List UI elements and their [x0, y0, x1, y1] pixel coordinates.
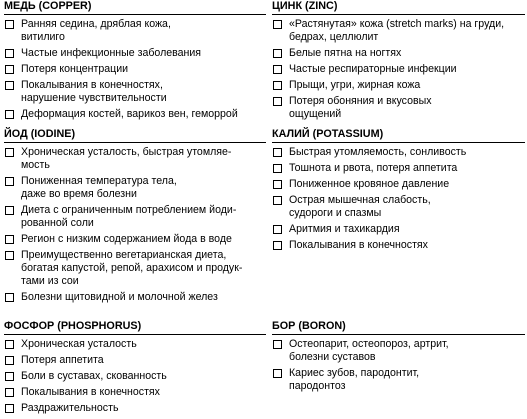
checklist-item-text: Хроническая усталость — [21, 338, 137, 350]
checklist-item-text: даже во время болезни — [21, 188, 137, 200]
checklist — [4, 146, 266, 304]
checklist-item — [4, 18, 266, 44]
checklist-item — [4, 354, 266, 367]
checkbox[interactable] — [5, 65, 14, 74]
checklist-item — [272, 194, 525, 220]
checklist-item-text: Потеря обоняния и вкусовых — [289, 95, 432, 107]
checklist-item — [272, 178, 525, 191]
checklist-item-text: Потеря аппетита — [21, 354, 104, 366]
checklist-item-text: Аритмия и тахикардия — [289, 223, 400, 235]
checklist-item — [272, 79, 525, 92]
section-iodine — [4, 128, 266, 307]
checklist-item-text: Пониженное кровяное давление — [289, 178, 450, 190]
checkbox[interactable] — [5, 388, 14, 397]
checklist-item — [4, 108, 266, 121]
checklist-item-text: нарушение чувствительности — [21, 92, 167, 104]
checklist-item — [272, 223, 525, 236]
checklist-item — [272, 338, 525, 364]
checklist-item-text: бедрах, целлюлит — [289, 31, 379, 43]
checklist-item-text: рованной соли — [21, 217, 94, 229]
checklist-item-text: мость — [21, 159, 50, 171]
checklist-item — [4, 386, 266, 399]
checkbox[interactable] — [5, 20, 14, 29]
checklist-item — [272, 63, 525, 76]
checklist-item-text: Покалывания в конечностях, — [21, 79, 163, 91]
checklist-item-text: Пониженная температура тела, — [21, 175, 177, 187]
checklist-item — [4, 204, 266, 230]
checklist-item-text: Потеря концентрации — [21, 63, 129, 75]
checkbox[interactable] — [273, 97, 282, 106]
checklist-item-text: «Растянутая» кожа (stretch marks) на груди, — [289, 18, 505, 30]
checkbox[interactable] — [5, 177, 14, 186]
checkbox[interactable] — [5, 235, 14, 244]
checklist-item-text: судороги и спазмы — [289, 207, 382, 219]
checklist-item-text: Частые инфекционные заболевания — [21, 47, 202, 59]
checklist-item — [4, 233, 266, 246]
checklist-item — [272, 47, 525, 60]
checklist-item-text: тами из сои — [21, 275, 79, 287]
checklist-item-text: Диета с ограниченным потреблением йоди- — [21, 204, 237, 216]
checklist-item-text: болезни суставов — [289, 351, 376, 363]
checkbox[interactable] — [5, 356, 14, 365]
checklist — [272, 18, 525, 121]
checkbox[interactable] — [5, 251, 14, 260]
section-potassium — [272, 128, 525, 255]
checkbox[interactable] — [273, 164, 282, 173]
checklist-item — [272, 95, 525, 121]
checkbox[interactable] — [5, 293, 14, 302]
checklist-item — [272, 162, 525, 175]
checkbox[interactable] — [5, 340, 14, 349]
checklist-item-text: Остеопарит, остеопороз, артрит, — [289, 338, 449, 350]
checklist-item — [4, 175, 266, 201]
checklist-item-text: Покалывания в конечностях — [21, 386, 160, 398]
checklist-item-text: Преимущественно вегетарианская диета, — [21, 249, 227, 261]
checklist-item-text: Хроническая усталость, быстрая утомляе- — [21, 146, 232, 158]
checkbox[interactable] — [273, 148, 282, 157]
checkbox[interactable] — [273, 49, 282, 58]
section-title: ФОСФОР (PHOSPHORUS) — [4, 320, 266, 335]
checklist-item-text: витилиго — [21, 31, 65, 43]
checklist-item-text: Белые пятна на ногтях — [289, 47, 402, 59]
checkbox[interactable] — [5, 404, 14, 413]
checkbox[interactable] — [5, 110, 14, 119]
checklist-item-text: Частые респираторные инфекции — [289, 63, 457, 75]
checklist-item — [4, 370, 266, 383]
checklist — [4, 18, 266, 121]
checkbox[interactable] — [273, 241, 282, 250]
checklist-item-text: Быстрая утомляемость, сонливость — [289, 146, 467, 158]
checkbox[interactable] — [5, 49, 14, 58]
checkbox[interactable] — [273, 20, 282, 29]
checklist — [4, 338, 266, 415]
checklist-item — [272, 18, 525, 44]
checkbox[interactable] — [273, 225, 282, 234]
checklist-item-text: Раздражительность — [21, 402, 119, 414]
checklist-item-text: Регион с низким содержанием йода в воде — [21, 233, 232, 245]
checklist-item — [4, 338, 266, 351]
section-title: БОР (BORON) — [272, 320, 525, 335]
checklist-item — [4, 79, 266, 105]
checkbox[interactable] — [273, 340, 282, 349]
section-phosphorus — [4, 320, 266, 418]
checklist-item — [4, 63, 266, 76]
checklist-item — [4, 402, 266, 415]
checklist-item-text: Прыщи, угри, жирная кожа — [289, 79, 421, 91]
checklist-item-text: ощущений — [289, 108, 342, 120]
checklist-item-text: пародонтоз — [289, 380, 346, 392]
checkbox[interactable] — [273, 65, 282, 74]
checkbox[interactable] — [273, 196, 282, 205]
checklist-item-text: Тошнота и рвота, потеря аппетита — [289, 162, 458, 174]
section-zinc — [272, 0, 525, 124]
checkbox[interactable] — [5, 372, 14, 381]
checkbox[interactable] — [5, 81, 14, 90]
section-title: ЙОД (IODINE) — [4, 128, 266, 143]
checklist-item — [4, 47, 266, 60]
checklist-item-text: Кариес зубов, пародонтит, — [289, 367, 420, 379]
checkbox[interactable] — [273, 81, 282, 90]
checklist-item-text: Болезни щитовидной и молочной желез — [21, 291, 218, 303]
checklist-item — [4, 146, 266, 172]
checklist-item-text: Боли в суставах, скованность — [21, 370, 167, 382]
checklist-item — [272, 367, 525, 393]
checklist-item — [272, 239, 525, 252]
checkbox[interactable] — [273, 369, 282, 378]
checkbox[interactable] — [5, 148, 14, 157]
section-boron — [272, 320, 525, 396]
checklist-item — [4, 291, 266, 304]
checkbox[interactable] — [5, 206, 14, 215]
checklist-item — [272, 146, 525, 159]
checkbox[interactable] — [273, 180, 282, 189]
checklist-item-text: Ранняя седина, дряблая кожа, — [21, 18, 171, 30]
checklist — [272, 338, 525, 393]
section-title: МЕДЬ (COPPER) — [4, 0, 266, 15]
checklist-item-text: Острая мышечная слабость, — [289, 194, 431, 206]
checklist-item-text: Покалывания в конечностях — [289, 239, 428, 251]
checklist-item-text: богатая капустой, репой, арахисом и продук- — [21, 262, 243, 274]
checklist — [272, 146, 525, 252]
checklist-item — [4, 249, 266, 288]
checklist-item-text: Деформация костей, варикоз вен, геморрой — [21, 108, 238, 120]
section-title: ЦИНК (ZINC) — [272, 0, 525, 15]
section-title: КАЛИЙ (POTASSIUM) — [272, 128, 525, 143]
section-copper — [4, 0, 266, 124]
